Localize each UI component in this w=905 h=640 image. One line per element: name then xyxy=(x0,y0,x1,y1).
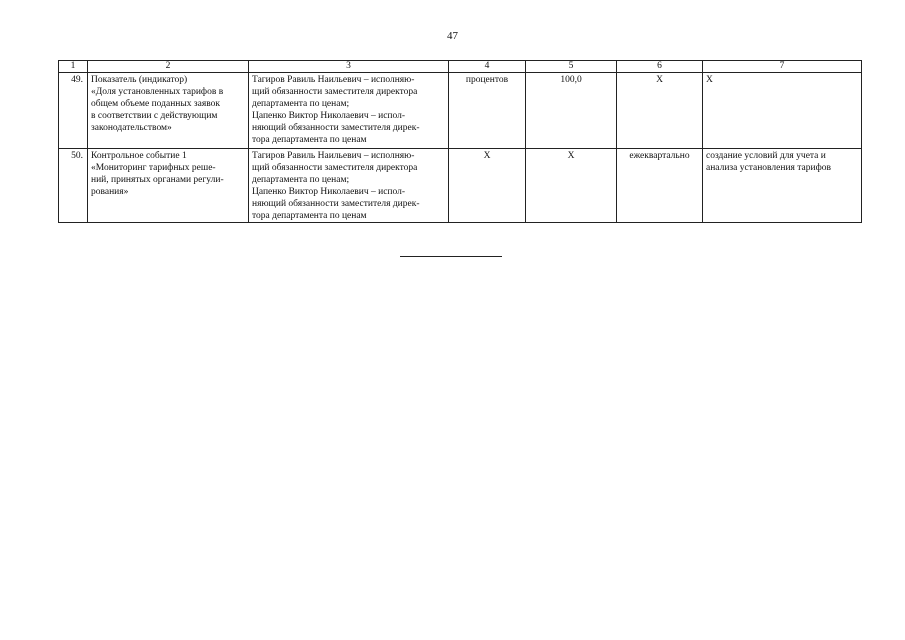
responsible-persons: Тагиров Равиль Наильевич – исполняю- щий обязанности заместителя директора департамента по ценам; Цапенко Виктор Николаевич – испол- няющий обязанности заместителя дирек- тора департамента по ценам xyxy=(249,73,449,149)
unit-cell: X xyxy=(449,149,526,223)
period-cell: X xyxy=(617,73,703,149)
column-header-7: 7 xyxy=(703,61,862,73)
result-cell: создание условий для учета и анализа установления тарифов xyxy=(703,149,862,223)
page-number: 47 xyxy=(447,30,458,42)
footer-rule xyxy=(400,256,502,257)
table-row xyxy=(59,149,862,223)
column-header-2: 2 xyxy=(88,61,249,73)
value-cell: 100,0 xyxy=(526,73,617,149)
responsible-persons: Тагиров Равиль Наильевич – исполняю- щий обязанности заместителя директора департамента по ценам; Цапенко Виктор Николаевич – испол- няющий обязанности заместителя дирек- тора департамента по ценам xyxy=(249,149,449,223)
table-row xyxy=(59,73,862,149)
indicator-name: Показатель (индикатор) «Доля установленных тарифов в общем объеме поданных заявок в соответствии с действующим законодательством» xyxy=(88,73,249,149)
row-number: 49. xyxy=(59,73,88,149)
result-cell: X xyxy=(703,73,862,149)
column-header-4: 4 xyxy=(449,61,526,73)
value-cell: X xyxy=(526,149,617,223)
control-event-name: Контрольное событие 1 «Мониторинг тарифных реше- ний, принятых органами регули- рования» xyxy=(88,149,249,223)
column-header-5: 5 xyxy=(526,61,617,73)
header-row xyxy=(59,61,862,73)
column-header-6: 6 xyxy=(617,61,703,73)
period-cell: ежеквартально xyxy=(617,149,703,223)
column-header-1: 1 xyxy=(59,61,88,73)
unit-cell: процентов xyxy=(449,73,526,149)
plan-table xyxy=(58,60,862,223)
column-header-3: 3 xyxy=(249,61,449,73)
row-number: 50. xyxy=(59,149,88,223)
